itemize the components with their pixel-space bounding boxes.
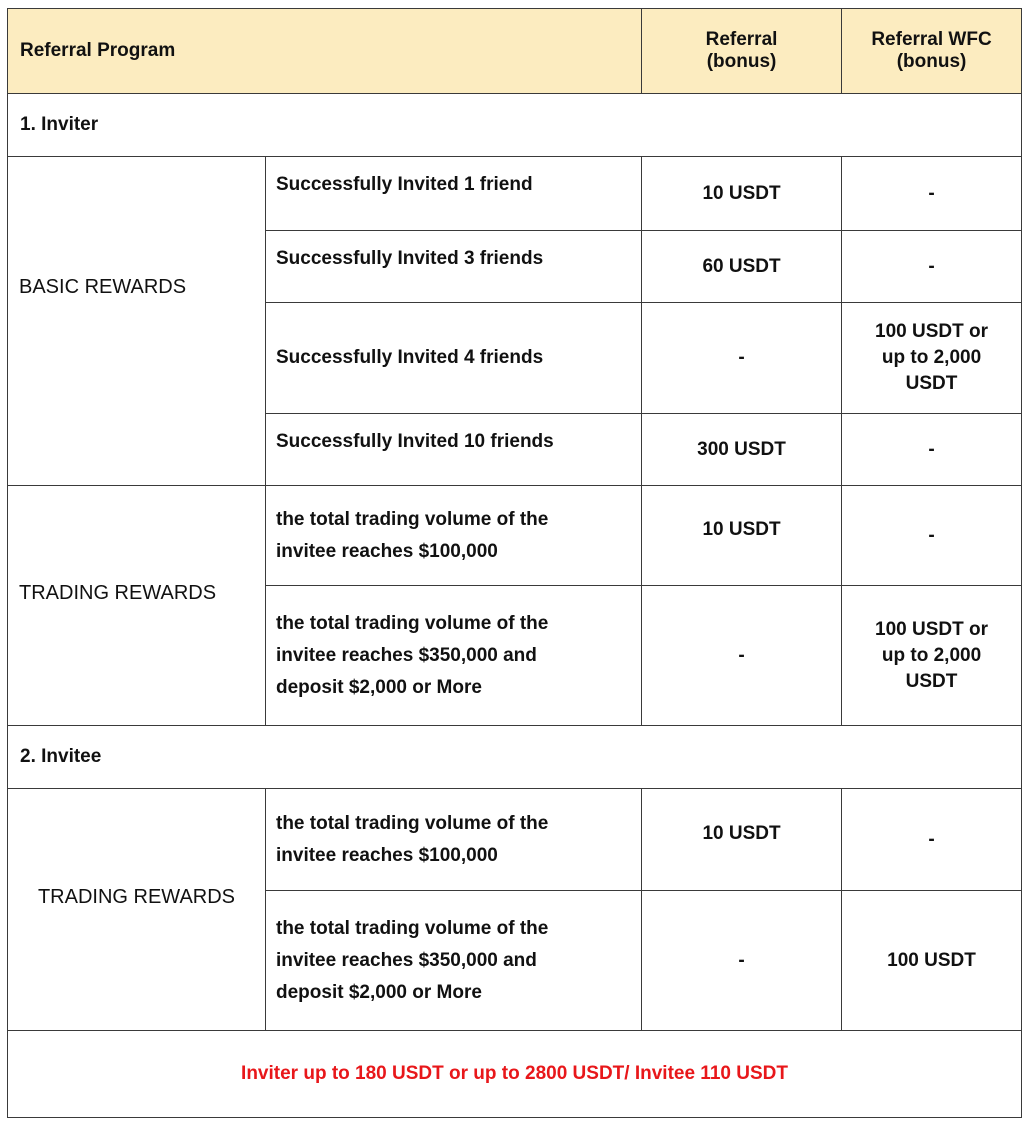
wfc-bonus-value: - xyxy=(842,414,1022,486)
section-row xyxy=(8,726,1022,789)
table-row xyxy=(8,486,1022,586)
row-description-text: Successfully Invited 3 friends xyxy=(276,248,544,269)
header-referral-line1: Referral xyxy=(705,29,778,50)
row-description-line1: the total trading volume of the xyxy=(276,812,549,834)
referral-bonus-text: 10 USDT xyxy=(702,822,781,844)
referral-bonus-text: 10 USDT xyxy=(702,518,781,540)
row-description xyxy=(266,789,642,891)
category-trading-rewards-inviter xyxy=(8,486,266,726)
summary-text: Inviter up to 180 USDT or up to 2800 USDT/ Invitee 110 USDT xyxy=(8,1031,1022,1118)
row-description-line2: invitee reaches $350,000 and xyxy=(276,949,537,971)
table-row xyxy=(8,157,1022,231)
referral-bonus-value: 60 USDT xyxy=(642,231,842,303)
wfc-bonus-line3: USDT xyxy=(905,670,958,692)
header-wfc-line2: (bonus) xyxy=(896,51,967,72)
referral-bonus-value: - xyxy=(642,303,842,414)
referral-table-container xyxy=(7,8,1022,1118)
wfc-bonus-value: - xyxy=(842,486,1022,586)
wfc-bonus-value: - xyxy=(842,157,1022,231)
category-basic-rewards xyxy=(8,157,266,486)
category-label: TRADING REWARDS xyxy=(19,582,217,604)
header-wfc xyxy=(842,9,1022,94)
row-description-line2: invitee reaches $100,000 xyxy=(276,844,498,866)
referral-bonus-value xyxy=(642,789,842,891)
wfc-bonus-line1: 100 USDT or xyxy=(875,321,988,342)
category-label: BASIC REWARDS xyxy=(19,275,187,298)
row-description-text: Successfully Invited 10 friends xyxy=(276,431,554,452)
row-description-line3: deposit $2,000 or More xyxy=(276,981,482,1003)
referral-program-table xyxy=(7,8,1022,1118)
table-row xyxy=(8,789,1022,891)
wfc-bonus-line3: USDT xyxy=(905,373,958,394)
footer-row xyxy=(8,1031,1022,1118)
wfc-bonus-value xyxy=(842,303,1022,414)
row-description xyxy=(266,891,642,1031)
row-description xyxy=(266,303,642,414)
referral-bonus-value: - xyxy=(642,586,842,726)
referral-bonus-value: - xyxy=(642,891,842,1031)
header-referral-line2: (bonus) xyxy=(706,51,777,72)
header-wfc-line1: Referral WFC xyxy=(871,29,992,50)
row-description-line2: invitee reaches $350,000 and xyxy=(276,644,537,666)
wfc-bonus-value xyxy=(842,586,1022,726)
section-title-inviter: 1. Inviter xyxy=(8,94,1022,157)
header-program-label: Referral Program xyxy=(20,40,176,61)
header-referral xyxy=(642,9,842,94)
row-description xyxy=(266,414,642,486)
wfc-bonus-value: 100 USDT xyxy=(842,891,1022,1031)
wfc-bonus-line2: up to 2,000 xyxy=(881,347,982,368)
category-trading-rewards-invitee xyxy=(8,789,266,1031)
row-description-line1: the total trading volume of the xyxy=(276,508,549,530)
row-description-text: Successfully Invited 4 friends xyxy=(276,347,544,368)
row-description-text: Successfully Invited 1 friend xyxy=(276,174,533,195)
row-description-line1: the total trading volume of the xyxy=(276,612,549,634)
section-row xyxy=(8,94,1022,157)
wfc-bonus-value: - xyxy=(842,231,1022,303)
referral-bonus-value xyxy=(642,486,842,586)
row-description-line2: invitee reaches $100,000 xyxy=(276,540,498,562)
row-description xyxy=(266,157,642,231)
row-description-line3: deposit $2,000 or More xyxy=(276,676,482,698)
referral-bonus-value: 10 USDT xyxy=(642,157,842,231)
row-description xyxy=(266,486,642,586)
header-program xyxy=(8,9,642,94)
wfc-bonus-value: - xyxy=(842,789,1022,891)
section-title-invitee: 2. Invitee xyxy=(8,726,1022,789)
row-description xyxy=(266,586,642,726)
row-description xyxy=(266,231,642,303)
wfc-bonus-line2: up to 2,000 xyxy=(881,644,982,666)
referral-bonus-value: 300 USDT xyxy=(642,414,842,486)
row-description-line1: the total trading volume of the xyxy=(276,917,549,939)
wfc-bonus-line1: 100 USDT or xyxy=(875,618,988,640)
category-label: TRADING REWARDS xyxy=(37,886,236,908)
header-row xyxy=(8,9,1022,94)
